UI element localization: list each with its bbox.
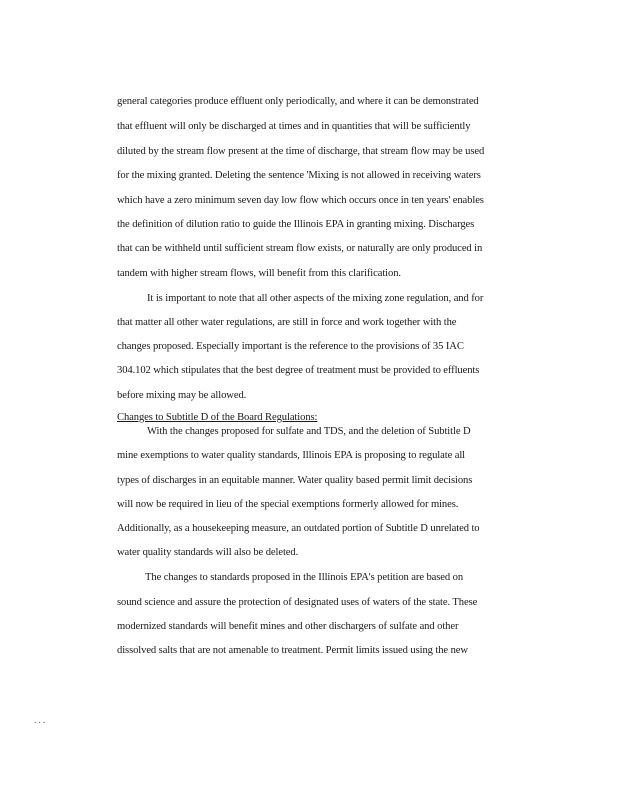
- paragraph-3-line: With the changes proposed for sulfate and TDS, and the deletion of Subtitle D: [147, 426, 471, 437]
- paragraph-1-line: diluted by the stream flow present at the time of discharge, that stream flow may be used: [117, 146, 485, 157]
- paragraph-4-line: dissolved salts that are not amenable to treatment. Permit limits issued using the new: [117, 645, 468, 656]
- paragraph-2-line: that matter all other water regulations, are still in force and work together with the: [117, 317, 457, 328]
- paragraph-3-line: will now be required in lieu of the special exemptions formerly allowed for mines.: [117, 499, 459, 510]
- paragraph-4-line: modernized standards will benefit mines and other dischargers of sulfate and other: [117, 621, 459, 632]
- paragraph-1-line: tandem with higher stream flows, will benefit from this clarification.: [117, 268, 401, 279]
- scan-mark: . . .: [34, 715, 46, 725]
- paragraph-1-line: which have a zero minimum seven day low flow which occurs once in ten years' enables: [117, 195, 484, 206]
- paragraph-1-line: for the mixing granted. Deleting the sentence 'Mixing is not allowed in receiving waters: [117, 170, 481, 181]
- paragraph-3-line: types of discharges in an equitable manner. Water quality based permit limit decisions: [117, 475, 473, 486]
- paragraph-2-line: 304.102 which stipulates that the best degree of treatment must be provided to effluents: [117, 365, 480, 376]
- paragraph-4-line: The changes to standards proposed in the Illinois EPA's petition are based on: [145, 572, 464, 583]
- paragraph-3-line: Additionally, as a housekeeping measure, an outdated portion of Subtitle D unrelated to: [117, 523, 480, 534]
- paragraph-3-line: water quality standards will also be deleted.: [117, 547, 299, 558]
- paragraph-2-line: before mixing may be allowed.: [117, 390, 247, 401]
- paragraph-3-line: mine exemptions to water quality standards, Illinois EPA is proposing to regulate all: [117, 450, 466, 461]
- paragraph-4-line: sound science and assure the protection of designated uses of waters of the state. These: [117, 597, 478, 608]
- paragraph-1-line: that effluent will only be discharged at times and in quantities that will be sufficiently: [117, 121, 471, 132]
- paragraph-1-line: that can be withheld until sufficient stream flow exists, or naturally are only produced in: [117, 243, 483, 254]
- paragraph-1-line: the definition of dilution ratio to guide the Illinois EPA in granting mixing. Discharges: [117, 219, 475, 230]
- section-heading: Changes to Subtitle D of the Board Regulations:: [117, 412, 318, 423]
- paragraph-1-line: general categories produce effluent only periodically, and where it can be demonstrated: [117, 96, 479, 107]
- paragraph-2-line: It is important to note that all other aspects of the mixing zone regulation, and for: [147, 293, 484, 304]
- paragraph-2-line: changes proposed. Especially important is the reference to the provisions of 35 IAC: [117, 341, 464, 352]
